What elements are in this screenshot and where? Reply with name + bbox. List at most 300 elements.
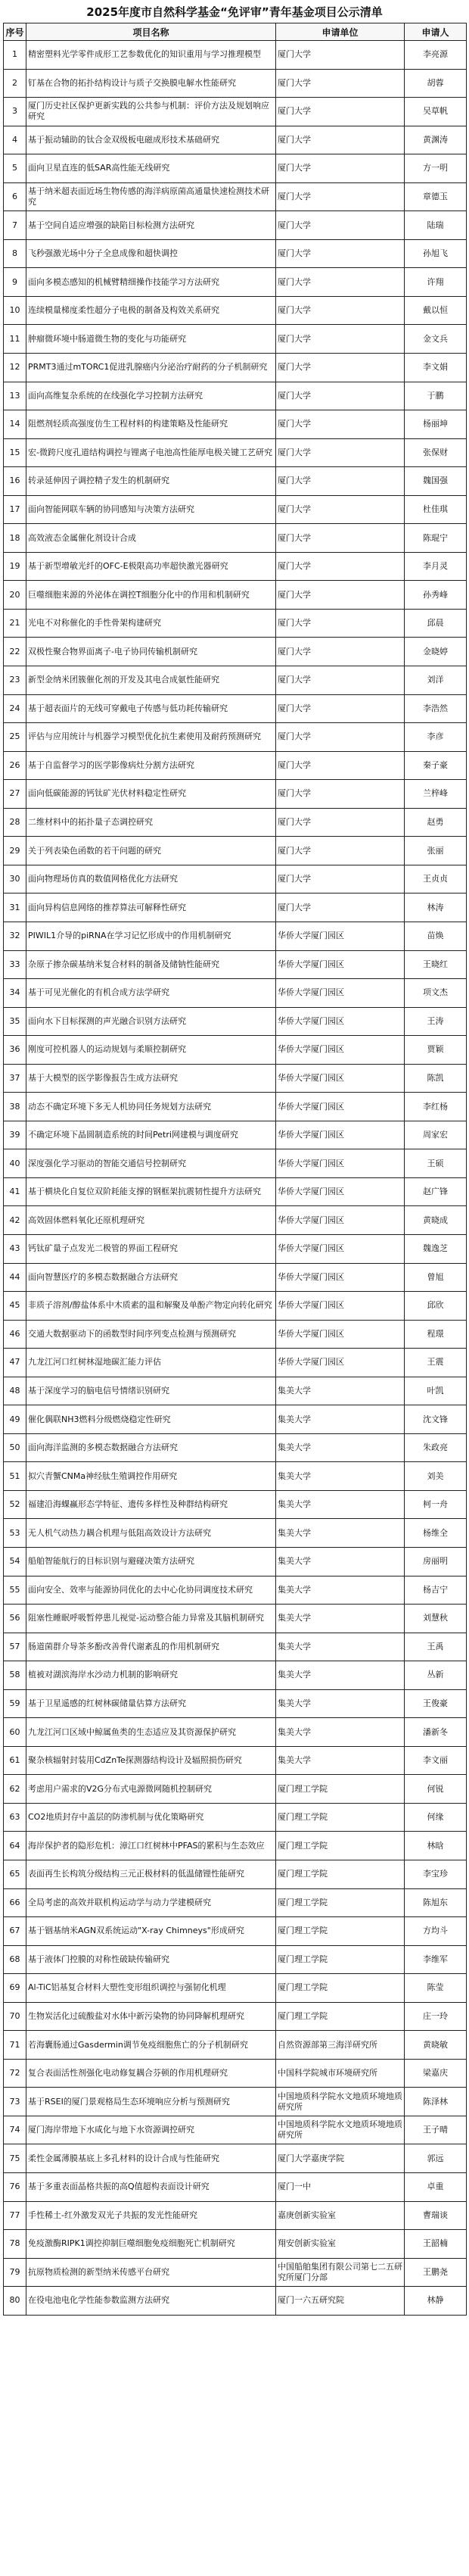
row-number: 79 xyxy=(4,2258,26,2287)
table-row xyxy=(4,2144,467,2173)
row-unit: 中国地质科学院水文地质环境地质研究所 xyxy=(276,2116,405,2144)
table-row xyxy=(4,922,467,950)
row-number: 56 xyxy=(4,1605,26,1633)
row-project-name: 全局考虑的高效并联机构运动学与动力学建模研究 xyxy=(26,1888,276,1917)
row-applicant: 潘新冬 xyxy=(405,1718,467,1747)
row-unit: 厦门大学 xyxy=(276,410,405,439)
row-applicant: 林涛 xyxy=(405,893,467,922)
row-project-name: 面向智慧医疗的多模态数据融合方法研究 xyxy=(26,1263,276,1292)
table-body xyxy=(4,41,467,2316)
row-applicant: 李文丽 xyxy=(405,1746,467,1775)
row-unit: 华侨大学厦门园区 xyxy=(276,1064,405,1093)
row-project-name: 双极性聚合物界面离子-电子协同传输机制研究 xyxy=(26,638,276,666)
row-unit: 厦门大学 xyxy=(276,126,405,154)
row-applicant: 朱政亮 xyxy=(405,1433,467,1462)
row-applicant: 林静 xyxy=(405,2287,467,2316)
row-unit: 集美大学 xyxy=(276,1462,405,1491)
table-row xyxy=(4,41,467,70)
row-applicant: 房丽明 xyxy=(405,1547,467,1576)
row-number: 35 xyxy=(4,1007,26,1036)
row-unit: 嘉庚创新实验室 xyxy=(276,2201,405,2230)
row-unit: 厦门大学 xyxy=(276,268,405,297)
table-row xyxy=(4,2201,467,2230)
row-project-name: 面向多模态感知的机械臂精细操作技能学习方法研究 xyxy=(26,268,276,297)
table-row xyxy=(4,1405,467,1434)
row-number: 29 xyxy=(4,837,26,865)
table-row xyxy=(4,1576,467,1605)
row-unit: 厦门大学 xyxy=(276,609,405,638)
table-row xyxy=(4,126,467,154)
row-number: 66 xyxy=(4,1888,26,1917)
table-row xyxy=(4,1860,467,1889)
row-applicant: 金晓婷 xyxy=(405,638,467,666)
row-project-name: 生物炭活化过硫酸盐对水体中新污染物的协同降解机理研究 xyxy=(26,2002,276,2031)
row-unit: 华侨大学厦门园区 xyxy=(276,1177,405,1206)
row-number: 67 xyxy=(4,1917,26,1946)
row-project-name: 基于横块化自复位双阶耗能支撑的钢框架抗震韧性提升方法研究 xyxy=(26,1177,276,1206)
row-applicant: 金文兵 xyxy=(405,325,467,354)
row-applicant: 张丽 xyxy=(405,837,467,865)
row-number: 39 xyxy=(4,1121,26,1149)
row-number: 13 xyxy=(4,382,26,410)
table-row xyxy=(4,609,467,638)
row-unit: 厦门大学 xyxy=(276,69,405,98)
row-project-name: 动态不确定环境下多无人机协同任务规划方法研究 xyxy=(26,1093,276,1121)
row-project-name: 交通大数据驱动下的函数型时间序列变点检测与预测研究 xyxy=(26,1320,276,1349)
row-number: 80 xyxy=(4,2287,26,2316)
table-row xyxy=(4,694,467,723)
table-row xyxy=(4,325,467,354)
row-unit: 集美大学 xyxy=(276,1405,405,1434)
table-row xyxy=(4,2287,467,2316)
row-unit: 翔安创新实验室 xyxy=(276,2230,405,2259)
row-number: 21 xyxy=(4,609,26,638)
row-project-name: 钉基在合物的拓扑结构设计与质子交换膜电解水性能研究 xyxy=(26,69,276,98)
row-applicant: 吴草帆 xyxy=(405,98,467,126)
row-unit: 厦门理工学院 xyxy=(276,1888,405,1917)
row-applicant: 王震 xyxy=(405,1349,467,1377)
row-number: 55 xyxy=(4,1576,26,1605)
row-applicant: 曾旭 xyxy=(405,1263,467,1292)
row-applicant: 庄一玲 xyxy=(405,2002,467,2031)
row-unit: 华侨大学厦门园区 xyxy=(276,1206,405,1235)
row-number: 26 xyxy=(4,751,26,780)
row-unit: 厦门大学 xyxy=(276,865,405,893)
row-applicant: 王涛 xyxy=(405,1007,467,1036)
table-row xyxy=(4,893,467,922)
row-project-name: 基于多重表面晶格共振的高Q值超构表面设计研究 xyxy=(26,2173,276,2202)
row-project-name: 无人机气动热力耦合机理与低阻高效设计方法研究 xyxy=(26,1519,276,1548)
row-applicant: 何缘 xyxy=(405,1803,467,1832)
row-number: 45 xyxy=(4,1292,26,1321)
row-applicant: 曹瑞谈 xyxy=(405,2201,467,2230)
row-applicant: 黄晓成 xyxy=(405,1206,467,1235)
row-applicant: 贾颖 xyxy=(405,1036,467,1065)
row-applicant: 孙秀峰 xyxy=(405,581,467,610)
row-applicant: 项文杰 xyxy=(405,979,467,1008)
row-project-name: PRMT3通过mTORC1促进乳腺癌内分泌治疗耐药的分子机制研究 xyxy=(26,354,276,382)
row-applicant: 李红杨 xyxy=(405,1093,467,1121)
row-project-name: 精密塑料光学零件成形工艺参数优化的知识重用与学习推理模型 xyxy=(26,41,276,70)
row-number: 61 xyxy=(4,1746,26,1775)
row-unit: 华侨大学厦门园区 xyxy=(276,979,405,1008)
row-applicant: 王晓红 xyxy=(405,950,467,979)
row-number: 10 xyxy=(4,296,26,325)
row-number: 51 xyxy=(4,1462,26,1491)
row-unit: 华侨大学厦门园区 xyxy=(276,950,405,979)
row-applicant: 李维军 xyxy=(405,1945,467,1974)
row-number: 47 xyxy=(4,1349,26,1377)
row-project-name: 杂原子掺杂碳基纳米复合材料的制备及储钠性能研究 xyxy=(26,950,276,979)
row-number: 15 xyxy=(4,438,26,467)
row-project-name: Al-TiC铝基复合材料大塑性变形组织调控与强韧化机理 xyxy=(26,1974,276,2003)
row-number: 73 xyxy=(4,2088,26,2116)
row-unit: 厦门大学 xyxy=(276,495,405,524)
row-unit: 厦门大学 xyxy=(276,182,405,211)
table-row xyxy=(4,1746,467,1775)
row-unit: 厦门大学 xyxy=(276,524,405,553)
row-applicant: 卓重 xyxy=(405,2173,467,2202)
row-number: 20 xyxy=(4,581,26,610)
row-number: 46 xyxy=(4,1320,26,1349)
table-row xyxy=(4,98,467,126)
row-number: 68 xyxy=(4,1945,26,1974)
row-unit: 厦门理工学院 xyxy=(276,1917,405,1946)
row-project-name: 基于超表面片的无线可穿戴电子传感与低功耗传输研究 xyxy=(26,694,276,723)
row-applicant: 刘慧秋 xyxy=(405,1605,467,1633)
row-project-name: 高效液态金属催化剂设计合成 xyxy=(26,524,276,553)
row-unit: 华侨大学厦门园区 xyxy=(276,1320,405,1349)
row-number: 75 xyxy=(4,2144,26,2173)
row-applicant: 沈文锋 xyxy=(405,1405,467,1434)
row-number: 4 xyxy=(4,126,26,154)
row-number: 9 xyxy=(4,268,26,297)
row-project-name: 基于液体门控膜的对称性破缺传输研究 xyxy=(26,1945,276,1974)
row-applicant: 兰梓峰 xyxy=(405,780,467,809)
table-row xyxy=(4,1462,467,1491)
row-unit: 厦门理工学院 xyxy=(276,2002,405,2031)
row-number: 74 xyxy=(4,2116,26,2144)
row-project-name: 基于自监督学习的医学影像病灶分割方法研究 xyxy=(26,751,276,780)
row-unit: 中国地质科学院水文地质环境地质研究所 xyxy=(276,2088,405,2116)
row-applicant: 邱欣 xyxy=(405,1292,467,1321)
row-unit: 厦门大学 xyxy=(276,723,405,752)
row-project-name: 基于卫星遥感的红树林碳储量估算方法研究 xyxy=(26,1689,276,1718)
row-unit: 集美大学 xyxy=(276,1661,405,1690)
row-applicant: 陈琨宁 xyxy=(405,524,467,553)
row-number: 1 xyxy=(4,41,26,70)
row-number: 30 xyxy=(4,865,26,893)
row-unit: 集美大学 xyxy=(276,1519,405,1548)
row-project-name: 肿瘤微环境中肠道微生物的变化与功能研究 xyxy=(26,325,276,354)
row-number: 50 xyxy=(4,1433,26,1462)
row-project-name: 面向智能网联车辆的协同感知与决策方法研究 xyxy=(26,495,276,524)
row-unit: 集美大学 xyxy=(276,1746,405,1775)
row-unit: 厦门理工学院 xyxy=(276,1974,405,2003)
row-project-name: 二维材料中的拓扑量子态调控研究 xyxy=(26,808,276,837)
table-row xyxy=(4,1263,467,1292)
row-unit: 厦门理工学院 xyxy=(276,1775,405,1804)
row-applicant: 许翔 xyxy=(405,268,467,297)
row-project-name: 若海囊肠通过Gasdermin调节免疫细胞焦亡的分子机制研究 xyxy=(26,2031,276,2060)
table-row xyxy=(4,354,467,382)
row-applicant: 戴以恒 xyxy=(405,296,467,325)
row-applicant: 王鹏尧 xyxy=(405,2258,467,2287)
table-row xyxy=(4,1917,467,1946)
row-number: 22 xyxy=(4,638,26,666)
row-number: 58 xyxy=(4,1661,26,1690)
row-project-name: 面向安全、效率与能源协同优化的去中心化协同调度技术研究 xyxy=(26,1576,276,1605)
row-applicant: 刘洋 xyxy=(405,666,467,695)
row-unit: 厦门大学 xyxy=(276,837,405,865)
table-row xyxy=(4,1433,467,1462)
row-project-name: 关于列表染色函数的若干问题的研究 xyxy=(26,837,276,865)
table-row xyxy=(4,438,467,467)
row-applicant: 陈旭东 xyxy=(405,1888,467,1917)
row-project-name: 巨噬细胞来源的外泌体在调控T细胞分化中的作用和机制研究 xyxy=(26,581,276,610)
table-row xyxy=(4,723,467,752)
row-number: 54 xyxy=(4,1547,26,1576)
row-number: 62 xyxy=(4,1775,26,1804)
row-project-name: 表面再生长构筑分级结构三元正极材料的低温储锂性能研究 xyxy=(26,1860,276,1889)
table-row xyxy=(4,1803,467,1832)
table-row xyxy=(4,69,467,98)
row-unit: 华侨大学厦门园区 xyxy=(276,1093,405,1121)
row-unit: 厦门大学 xyxy=(276,325,405,354)
table-row xyxy=(4,780,467,809)
row-unit: 厦门大学 xyxy=(276,666,405,695)
row-applicant: 周家宏 xyxy=(405,1121,467,1149)
table-row xyxy=(4,2002,467,2031)
table-row xyxy=(4,1888,467,1917)
row-unit: 厦门理工学院 xyxy=(276,1803,405,1832)
row-unit: 集美大学 xyxy=(276,1633,405,1661)
row-unit: 厦门大学 xyxy=(276,552,405,581)
row-applicant: 赵广锋 xyxy=(405,1177,467,1206)
row-unit: 厦门大学 xyxy=(276,41,405,70)
row-number: 41 xyxy=(4,1177,26,1206)
row-project-name: 新型金纳米团簇催化剂的开发及其电合成氨性能研究 xyxy=(26,666,276,695)
row-applicant: 李彦 xyxy=(405,723,467,752)
table-row xyxy=(4,2258,467,2287)
row-applicant: 苗焕 xyxy=(405,922,467,950)
row-unit: 厦门大学 xyxy=(276,154,405,183)
table-row xyxy=(4,1177,467,1206)
table-row xyxy=(4,1036,467,1065)
row-number: 37 xyxy=(4,1064,26,1093)
row-applicant: 李文娟 xyxy=(405,354,467,382)
row-number: 7 xyxy=(4,211,26,240)
table-row xyxy=(4,638,467,666)
row-project-name: 九龙江河口区域中鲸属鱼类的生态适应及其资源保护研究 xyxy=(26,1718,276,1747)
row-applicant: 柯一舟 xyxy=(405,1490,467,1519)
row-project-name: 面向异构信息网络的推荐算法可解释性研究 xyxy=(26,893,276,922)
table-row xyxy=(4,808,467,837)
row-unit: 厦门大学 xyxy=(276,893,405,922)
row-project-name: 飞秒强激光场中分子全息成像和超快调控 xyxy=(26,239,276,268)
row-number: 17 xyxy=(4,495,26,524)
table-row xyxy=(4,1661,467,1690)
row-unit: 华侨大学厦门园区 xyxy=(276,922,405,950)
row-number: 24 xyxy=(4,694,26,723)
row-unit: 厦门理工学院 xyxy=(276,1832,405,1860)
row-project-name: 面向高维复杂系统的在线强化学习控制方法研究 xyxy=(26,382,276,410)
row-project-name: 非质子溶剂/醇盐体系中木质素的温和解聚及单酚产物定向转化研究 xyxy=(26,1292,276,1321)
row-applicant: 于鹏 xyxy=(405,382,467,410)
row-unit: 厦门大学 xyxy=(276,694,405,723)
row-applicant: 章德玉 xyxy=(405,182,467,211)
row-number: 18 xyxy=(4,524,26,553)
row-number: 40 xyxy=(4,1149,26,1178)
table-row xyxy=(4,2031,467,2060)
row-unit: 厦门理工学院 xyxy=(276,1945,405,1974)
row-number: 60 xyxy=(4,1718,26,1747)
row-number: 76 xyxy=(4,2173,26,2202)
row-number: 27 xyxy=(4,780,26,809)
row-project-name: 连续模量梯度柔性超分子电极的制备及构效关系研究 xyxy=(26,296,276,325)
row-project-name: 植被对湖滨海岸水沙动力机制的影响研究 xyxy=(26,1661,276,1690)
row-applicant: 陈泽林 xyxy=(405,2088,467,2116)
row-number: 44 xyxy=(4,1263,26,1292)
row-project-name: PIWIL1介导的piRNA在学习记忆形成中的作用机制研究 xyxy=(26,922,276,950)
row-unit: 厦门大学 xyxy=(276,780,405,809)
row-project-name: 基于可见光催化的有机合成方法学研究 xyxy=(26,979,276,1008)
row-unit: 厦门大学 xyxy=(276,296,405,325)
table-row xyxy=(4,1234,467,1263)
table-row xyxy=(4,1605,467,1633)
row-number: 53 xyxy=(4,1519,26,1548)
row-applicant: 邱晨 xyxy=(405,609,467,638)
row-number: 48 xyxy=(4,1377,26,1405)
table-row xyxy=(4,2116,467,2144)
table-row xyxy=(4,268,467,297)
row-project-name: 厦门海岸带地下水咸化与地下水资源调控研究 xyxy=(26,2116,276,2144)
row-applicant: 刘美 xyxy=(405,1462,467,1491)
row-project-name: 光电不对称催化的手性骨架构建研究 xyxy=(26,609,276,638)
row-unit: 集美大学 xyxy=(276,1377,405,1405)
row-number: 3 xyxy=(4,98,26,126)
row-number: 71 xyxy=(4,2031,26,2060)
table-row xyxy=(4,1349,467,1377)
row-unit: 厦门大学嘉庚学院 xyxy=(276,2144,405,2173)
row-applicant: 王俊豪 xyxy=(405,1689,467,1718)
row-applicant: 程璟 xyxy=(405,1320,467,1349)
row-applicant: 杨吉宁 xyxy=(405,1576,467,1605)
row-applicant: 郭远 xyxy=(405,2144,467,2173)
row-project-name: 面向物理场仿真的数值网格优化方法研究 xyxy=(26,865,276,893)
row-applicant: 王禹 xyxy=(405,1633,467,1661)
row-applicant: 林晗 xyxy=(405,1832,467,1860)
row-project-name: 聚杂核辐射封装用CdZnTe探测器结构设计及辐照损伤研究 xyxy=(26,1746,276,1775)
row-number: 59 xyxy=(4,1689,26,1718)
table-row xyxy=(4,1945,467,1974)
row-unit: 厦门大学 xyxy=(276,751,405,780)
row-unit: 厦门大学 xyxy=(276,382,405,410)
row-applicant: 赵勇 xyxy=(405,808,467,837)
row-project-name: 厦门历史社区保护更新实践的公共参与机制：评价方法及规划响应研究 xyxy=(26,98,276,126)
row-number: 77 xyxy=(4,2201,26,2230)
row-number: 42 xyxy=(4,1206,26,1235)
row-project-name: 拟穴青蟹CNMa神经肽生殖调控作用研究 xyxy=(26,1462,276,1491)
row-number: 25 xyxy=(4,723,26,752)
table-row xyxy=(4,1775,467,1804)
row-applicant: 黄晓敏 xyxy=(405,2031,467,2060)
row-number: 23 xyxy=(4,666,26,695)
row-number: 16 xyxy=(4,467,26,496)
row-unit: 厦门一六五研究院 xyxy=(276,2287,405,2316)
row-applicant: 方一明 xyxy=(405,154,467,183)
table-row xyxy=(4,1633,467,1661)
row-unit: 自然资源部第三海洋研究所 xyxy=(276,2031,405,2060)
page xyxy=(0,2,469,2576)
table-row xyxy=(4,495,467,524)
table-row xyxy=(4,1292,467,1321)
row-applicant: 李浩然 xyxy=(405,694,467,723)
row-applicant: 李月灵 xyxy=(405,552,467,581)
row-applicant: 何锐 xyxy=(405,1775,467,1804)
table-row xyxy=(4,1519,467,1548)
row-unit: 集美大学 xyxy=(276,1547,405,1576)
row-applicant: 杜佳琪 xyxy=(405,495,467,524)
table-row xyxy=(4,751,467,780)
table-row xyxy=(4,1064,467,1093)
row-number: 32 xyxy=(4,922,26,950)
row-unit: 厦门大学 xyxy=(276,98,405,126)
row-project-name: CO2地质封存中盖层的防渗机制与优化策略研究 xyxy=(26,1803,276,1832)
row-project-name: 基于振动辅助的钛合金双级板电磁成形技术基础研究 xyxy=(26,126,276,154)
row-number: 70 xyxy=(4,2002,26,2031)
row-unit: 华侨大学厦门园区 xyxy=(276,1349,405,1377)
row-applicant: 方均斗 xyxy=(405,1917,467,1946)
row-unit: 厦门大学 xyxy=(276,438,405,467)
table-row xyxy=(4,467,467,496)
table-row xyxy=(4,1832,467,1860)
row-applicant: 陈莹 xyxy=(405,1974,467,2003)
row-unit: 厦门大学 xyxy=(276,239,405,268)
row-project-name: 基于纳米超表面近场生物传感的海洋病原菌高通量快速检测技术研究 xyxy=(26,182,276,211)
row-number: 14 xyxy=(4,410,26,439)
row-unit: 厦门大学 xyxy=(276,638,405,666)
row-unit: 华侨大学厦门园区 xyxy=(276,1149,405,1178)
row-applicant: 丛新 xyxy=(405,1661,467,1690)
table-header-row xyxy=(4,23,467,41)
row-project-name: 基于深度学习的脑电信号情绪识别研究 xyxy=(26,1377,276,1405)
row-unit: 中国船舶集团有限公司第七二五研究所厦门分部 xyxy=(276,2258,405,2287)
row-unit: 集美大学 xyxy=(276,1433,405,1462)
row-unit: 华侨大学厦门园区 xyxy=(276,1263,405,1292)
row-number: 63 xyxy=(4,1803,26,1832)
header-project-name: 项目名称 xyxy=(26,23,276,41)
row-number: 34 xyxy=(4,979,26,1008)
row-applicant: 杨丽坤 xyxy=(405,410,467,439)
row-applicant: 梁嘉庆 xyxy=(405,2059,467,2088)
row-number: 52 xyxy=(4,1490,26,1519)
row-project-name: 考虑用户需求的V2G分布式电源微网随机控制研究 xyxy=(26,1775,276,1804)
row-applicant: 王子晴 xyxy=(405,2116,467,2144)
table-row xyxy=(4,666,467,695)
row-number: 5 xyxy=(4,154,26,183)
row-project-name: 刚度可控机器人的运动规划与柔顺控制研究 xyxy=(26,1036,276,1065)
row-applicant: 魏国强 xyxy=(405,467,467,496)
table-row xyxy=(4,182,467,211)
table-row xyxy=(4,2230,467,2259)
row-project-name: 高效固体燃料氧化还原机理研究 xyxy=(26,1206,276,1235)
row-project-name: 阻燃剂轻质高强度仿生工程材料的构建策略及性能研究 xyxy=(26,410,276,439)
row-applicant: 叶凯 xyxy=(405,1377,467,1405)
row-number: 2 xyxy=(4,69,26,98)
row-applicant: 张保财 xyxy=(405,438,467,467)
row-number: 64 xyxy=(4,1832,26,1860)
